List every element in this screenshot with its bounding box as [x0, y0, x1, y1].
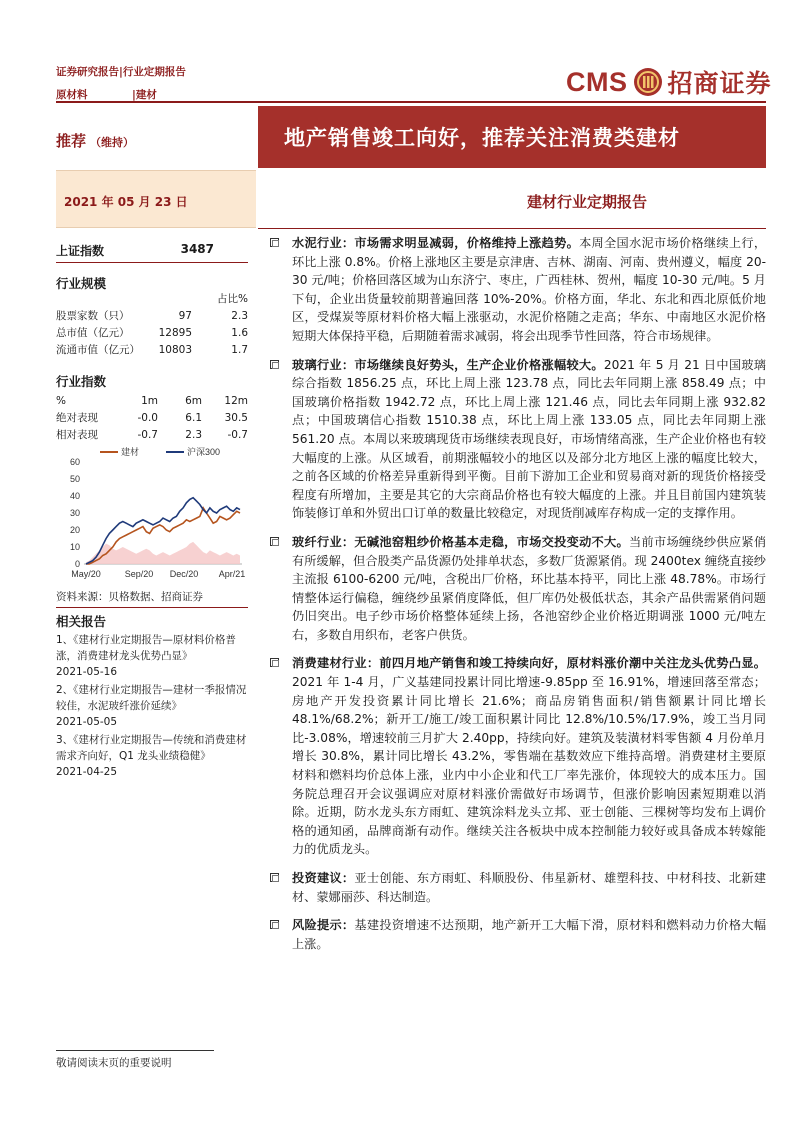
x-tick-label: Apr/21 [218, 569, 246, 579]
sub-title: 建材行业定期报告 [526, 193, 647, 211]
cms-emblem-icon [633, 67, 663, 97]
paragraph-lead: 水泥行业：市场需求明显减弱，价格维持上涨趋势。 [292, 236, 580, 250]
list-item[interactable] [56, 682, 252, 730]
sector-right: |建材 [132, 89, 157, 101]
paragraph-text: 2021 年 1-4 月，广义基建同投累计同比增速-9.85pp 至 16.91%，增速回落至常态；房地产开发投资累计同比增长 21.6%；商品房销售面积/销售额累计同比增长 48.1%/68.2%；新开工/施工/竣工面积累计同比 12.8%/10.5%/17.9%，竣工当月同比-3.08%，增速较前三月扩大 2.40pp，持续向好。建筑及装潢材料零售额 4 月份单月增长 30.8%，累计同比增长 43.2%，零售端在基数效应下维持高增。消费建材主要原材料和燃料均价总体上涨，业内中小企业和代工厂率先涨价，体现较大的成本压力。国务院总理召开会议强调应对原材料涨价需做好市场调节，但涨价影响因素短期难以消除。近期，防水龙头东方雨虹、建筑涂料龙头立邦、亚士创能、三棵树等均发布上调价格的通知函，品牌商渐有动作。继续关注各板块中成本控制能力较好或具备成本转嫁能力的优质龙头。 [292, 675, 766, 857]
paragraph-lead: 投资建议： [292, 871, 355, 885]
paragraph-fiberglass [258, 533, 766, 645]
index-label: 上证指数 [56, 244, 105, 258]
table-row [56, 409, 248, 426]
paragraph-text: 2021 年 5 月 21 日中国玻璃综合指数 1856.25 点，环比上周上涨 123.78 点，同比去年同期上涨 858.49 点；中国玻璃价格指数 1942.72 点，环比上周上涨 121.46 点，同比去年同期上涨 932.82 点；中国玻璃信心指数 1510.38 点，环比上周上涨 133.05 点，同比去年同期上涨 561.20 点。本周以来玻璃现货市场继续表现良好，市场情绪高涨，生产企业价格也有较大幅度的上涨。从区域看，前期涨幅较小的地区以及部分北方地区上涨的幅度比较大，之前各区域的价格差异重新得到平衡。目前下游加工企业和贸易商对新的现货价格接受程度有所增加，主要是其它的大宗商品价格也有较大幅度的上涨。并且目前国内建筑装饰装修订单和外贸出口订单的数量比较稳定，对现货削减库存构成一定的支撑作用。 [292, 357, 766, 521]
paragraph-text: 亚士创能、东方雨虹、科顺股份、伟星新材、雄塑科技、中材科技、北新建材、蒙娜丽莎、科达制造。 [292, 871, 767, 904]
perf-value: 30.5 [224, 411, 248, 424]
index-chart [56, 442, 248, 582]
related-text: 3、《建材行业定期报告—传统和消费建材需求齐向好，Q1 龙头业绩稳健》 [56, 734, 247, 762]
scale-value: 12895 [158, 326, 192, 339]
perf-label: 绝对表现 [56, 412, 98, 424]
cms-logo [566, 64, 772, 100]
index-row [56, 242, 248, 259]
related-text: 1、《建材行业定期报告—原材料价格普涨，消费建材龙头优势凸显》 [56, 634, 236, 662]
share-header: 占比% [217, 293, 248, 305]
table-row [56, 307, 248, 324]
header-divider [56, 101, 766, 103]
table-row [56, 426, 248, 443]
paragraph-risk [258, 916, 766, 953]
performance-table [56, 392, 248, 443]
perf-label: 相对表现 [56, 429, 98, 441]
square-bullet-icon [270, 238, 279, 247]
scale-label: 流通市值（亿元） [56, 344, 140, 356]
scale-table [56, 290, 248, 358]
x-tick-label: May/20 [71, 569, 101, 579]
subtitle-divider [258, 228, 766, 229]
paragraph-lead: 风险提示： [292, 918, 355, 933]
square-bullet-icon [270, 658, 279, 667]
perf-header: 1m [141, 394, 158, 407]
y-tick-label: 0 [74, 559, 80, 569]
index-chart-svg [56, 442, 248, 582]
paragraph-lead: 玻璃行业：市场继续良好势头，生产企业价格涨幅较大。 [292, 357, 604, 372]
list-item[interactable] [56, 632, 252, 680]
related-date: 2021-05-05 [56, 716, 118, 728]
footer-divider [56, 1050, 214, 1051]
square-bullet-icon [270, 873, 279, 882]
related-reports [56, 632, 252, 782]
rating-value: 推荐 [56, 132, 87, 150]
paragraph-cement [258, 234, 766, 346]
chart-source: 资料来源：贝格数据、招商证券 [56, 591, 203, 603]
excess-area [86, 542, 240, 564]
paragraph-lead: 玻纤行业：无碱池窑粗纱价格基本走稳，市场交投变动不大。 [292, 534, 629, 549]
table-row [56, 392, 248, 409]
rating [56, 130, 134, 151]
title-bar [258, 106, 766, 168]
main-title: 地产销售竣工向好，推荐关注消费类建材 [284, 126, 680, 150]
paragraph-lead: 消费建材行业：前四月地产销售和竣工持续向好，原材料涨价潮中关注龙头优势凸显。 [292, 656, 766, 671]
rating-note: （维持） [90, 136, 135, 149]
date-bar [56, 170, 256, 228]
sector-label [56, 87, 157, 102]
footer-note: 敬请阅读末页的重要说明 [56, 1057, 172, 1069]
paragraph-glass [258, 356, 766, 523]
performance-title: 行业指数 [56, 374, 107, 389]
sidebar-divider [56, 607, 248, 608]
report-body [258, 234, 766, 963]
y-tick-label: 60 [69, 457, 80, 467]
related-text: 2、《建材行业定期报告—建材一季报情况较佳，水泥玻纤涨价延续》 [56, 684, 247, 712]
scale-share: 2.3 [231, 309, 248, 322]
perf-value: -0.7 [137, 428, 158, 441]
square-bullet-icon [270, 537, 279, 546]
table-row [56, 290, 248, 307]
y-tick-label: 30 [69, 508, 80, 518]
scale-label: 总市值（亿元） [56, 327, 130, 339]
paragraph-investment [258, 869, 766, 906]
logo-cms-text: CMS [566, 66, 628, 97]
scale-value: 10803 [158, 343, 192, 356]
legend-label: 沪深300 [187, 447, 221, 457]
perf-header: % [56, 394, 66, 407]
perf-value: 2.3 [185, 428, 202, 441]
logo-cn-text: 招商证券 [667, 69, 772, 98]
legend-label: 建材 [121, 447, 140, 457]
scale-label: 股票家数（只） [56, 310, 130, 322]
paragraph-consumer [258, 654, 766, 859]
table-row [56, 324, 248, 341]
paragraph-text: 基建投资增速不达预期，地产新开工大幅下滑，原材料和燃料动力价格大幅上涨。 [292, 918, 767, 951]
y-tick-label: 40 [69, 491, 80, 501]
report-date: 2021 年 05 月 23 日 [64, 195, 188, 209]
perf-value: 6.1 [185, 411, 202, 424]
scale-value: 97 [178, 309, 192, 322]
paragraph-text: 本周全国水泥市场价格继续上行，环比上涨 0.8%。价格上涨地区主要是京津唐、吉林、湖南、河南、贵州遵义，幅度 20-30 元/吨；价格回落区域为山东济宁、枣庄，广西桂林、贺州，幅度 10-30 元/吨。5 月下旬，企业出货量较前期普遍回落 10%-20%。价格方面，华北、东北和西北原低价地区，受煤炭等原材料价格大幅上涨驱动，水泥价格随之走高；华东、中南地区水泥价格短期大体保持平稳，后期随着需求减弱，将会出现季节性回落，符合市场规律。 [292, 236, 767, 343]
perf-value: -0.7 [227, 428, 248, 441]
perf-header: 12m [224, 394, 248, 407]
list-item[interactable] [56, 732, 252, 780]
report-type: 证券研究报告|行业定期报告 [56, 66, 186, 78]
scale-title: 行业规模 [56, 276, 107, 291]
index-value: 3487 [180, 242, 214, 256]
scale-share: 1.7 [231, 343, 248, 356]
x-tick-label: Dec/20 [169, 569, 199, 579]
perf-value: -0.0 [137, 411, 158, 424]
square-bullet-icon [270, 360, 279, 369]
square-bullet-icon [270, 920, 279, 929]
y-tick-label: 10 [69, 542, 80, 552]
table-row [56, 341, 248, 358]
perf-header: 6m [185, 394, 202, 407]
scale-share: 1.6 [231, 326, 248, 339]
y-tick-label: 20 [69, 525, 80, 535]
related-date: 2021-04-25 [56, 766, 118, 778]
sector-left: 原材料 [56, 89, 88, 101]
related-title: 相关报告 [56, 614, 107, 629]
sidebar-divider [56, 262, 248, 263]
y-tick-label: 50 [69, 474, 80, 484]
related-date: 2021-05-16 [56, 666, 118, 678]
x-tick-label: Sep/20 [124, 569, 154, 579]
paragraph-text: 当前市场缠绕纱供应紧俏有所缓解，但合股类产品货源仍处排单状态，多数厂货源紧俏。现 2400tex 缠绕直接纱主流报 6100-6200 元/吨，含税出厂价格，环比基本持平，同比上涨 48.78%。市场行情整体运行偏稳，缠绕纱虽紧俏度降低，但厂库仍处极低状态，其余产品供需紧俏问题仍旧突出。电子纱市场价格整体延续上扬，各池窑纱企业价格近期调涨 1000 元/吨左右，多数自用织布，老客户供货。 [292, 534, 767, 642]
